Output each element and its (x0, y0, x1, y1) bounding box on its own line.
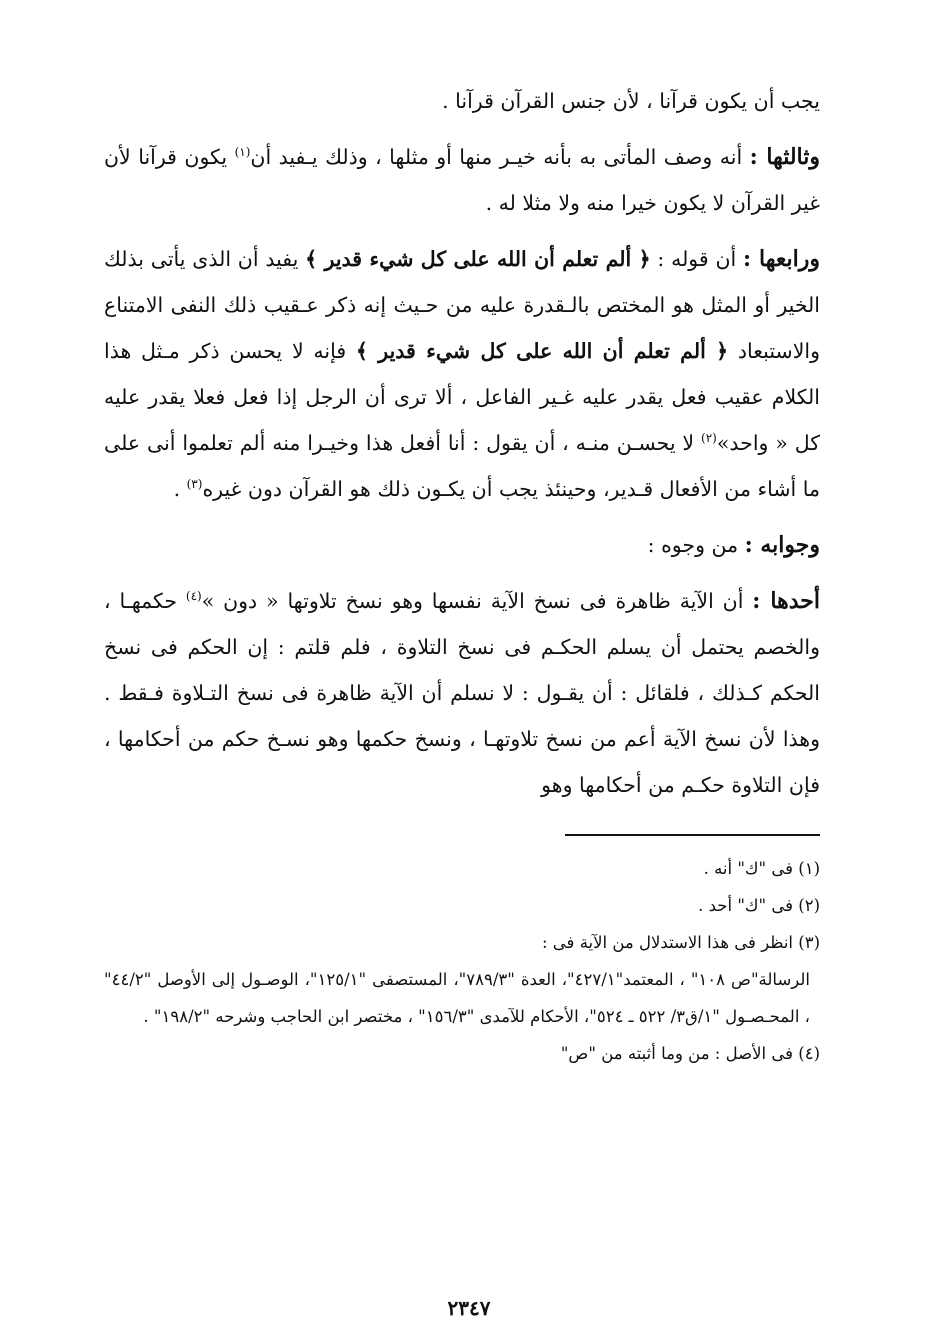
quran-verse-1: ﴿ ألم تعلم أن الله على كل شيء قدير ﴾ (305, 247, 651, 271)
paragraph-5 (104, 578, 820, 808)
paragraph-4 (104, 522, 820, 568)
paragraph-2 (104, 134, 820, 226)
paragraph-3-e: . (173, 477, 187, 501)
footnote-3-references: الرسالة"ص ١٠٨" ، المعتمد"٤٢٧/١"، العدة "٧٨٩/٣"، المستصفى "١٢٥/١"، الوصـول إلى الأوصل "٤٤/٢" ، المحـصـول "١/ق٣/ ٥٢٢ ـ ٥٢٤"، الأحكام للآمدى "١٥٦/٣" ، مختصر ابن الحاجب وشرحه "١٩٨/٢" . (104, 970, 810, 1026)
paragraph-3-lead: ورابعها : (743, 246, 820, 272)
footnotes (104, 850, 820, 1072)
page-number: ٢٣٤٧ (447, 1296, 491, 1320)
paragraph-5-b: حكمهـا ، والخصم يحتمل أن يسلم الحكـم فى نسخ التلاوة ، فلم قلتم : إن الحكم فى نسخ الحكم كـذلك ، فلقائل : أن يقـول : لا نسلم أن الآية ظاهرة فى نسخ التـلاوة فـقط . وهذا لأن نسخ الآية أعم من نسخ تلاوتهـا ، ونسخ حكمها وهو نسـخ حكم من أحكامها ، فإن التلاوة حكـم من أحكامها وهو (104, 589, 820, 797)
paragraph-3-b: يفيد أن الذى يأتى بذلك الخير أو المثل هو المختص بالـقدرة عليه من حـيث إنه ذكر عـقيب ذلك النفى الامتناع والاستبعاد (104, 247, 820, 363)
paragraph-2-lead: وثالثها : (749, 144, 820, 170)
footnote-2: (٢) فى "ك" أحد . (698, 896, 820, 915)
footnote-ref-4: (٤) (185, 589, 202, 604)
paragraph-3 (104, 236, 820, 512)
paragraph-5-lead: أحدها : (752, 588, 820, 614)
footnote-ref-3: (٣) (186, 477, 203, 492)
paragraph-4-lead: وجوابه : (744, 532, 820, 558)
paragraph-1 (104, 78, 820, 124)
paragraph-3-a: أن قوله : (650, 247, 743, 271)
footnote-divider (565, 834, 820, 836)
paragraph-3-c: فإنه لا يحسن ذكر مـثل هذا الكلام عقيب فعل يقدر عليه غـير الفاعل ، ألا ترى أن الرجل إذا فعل فعلا يقدر عليه كل « واحد» (104, 339, 820, 455)
footnote-3: (٣) انظر فى هذا الاستدلال من الآية فى : (542, 933, 820, 952)
paragraph-1-text: يجب أن يكون قرآنا ، لأن جنس القرآن قرآنا . (442, 89, 820, 113)
paragraph-5-a: أن الآية ظاهرة فى نسخ الآية نفسها وهو نسخ تلاوتها « دون » (201, 589, 753, 613)
paragraph-2-text: أنه وصف المأتى به بأنه خيـر منها أو مثلها ، وذلك يـفيد أن (250, 145, 750, 169)
quran-verse-2: ﴿ ألم تعلم أن الله على كل شيء قدير ﴾ (355, 339, 729, 363)
footnote-ref-2: (٢) (701, 431, 717, 446)
footnote-ref-1: (١) (234, 145, 251, 160)
paragraph-2-cont: يكون قرآنا لأن غير القرآن لا يكون خيرا منه ولا مثلا له . (104, 145, 820, 215)
paragraph-3-d: لا يحسـن منـه ، أن يقول : أنا أفعل هذا وخيـرا منه ألم تعلموا أنى على ما أشاء من الأفعال قـدير، وحينئذ يجب أن يكـون ذلك هو القرآن دون غيره (104, 431, 820, 501)
paragraph-4-text: من وجوه : (647, 533, 745, 557)
main-text (104, 78, 820, 808)
footnote-4: (٤) فى الأصل : من وما أثبته من "ص" (560, 1044, 820, 1063)
footnote-1: (١) فى "ك" أنه . (703, 859, 820, 878)
